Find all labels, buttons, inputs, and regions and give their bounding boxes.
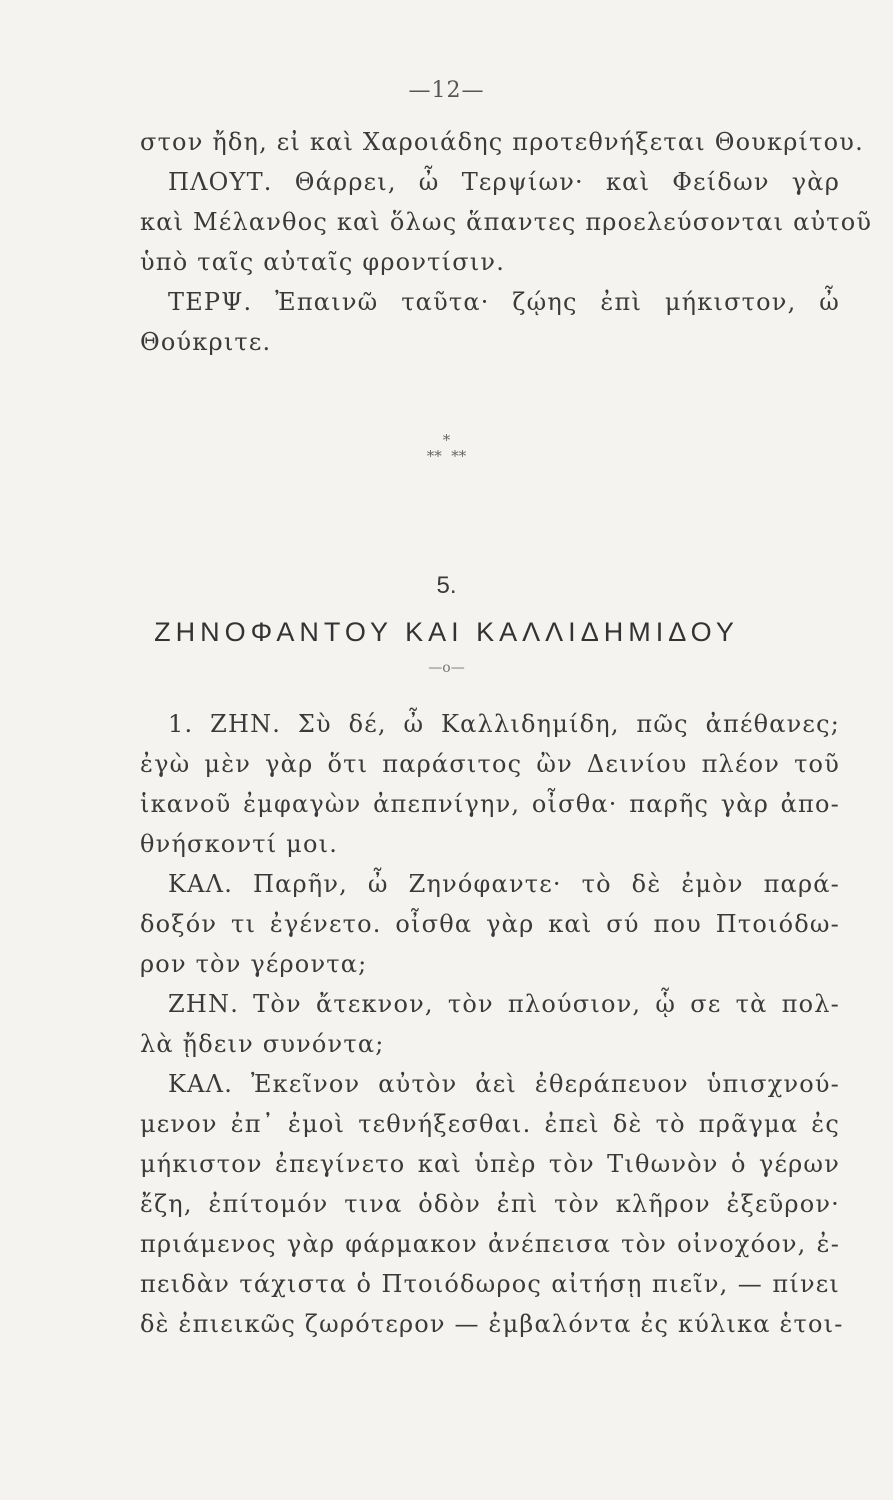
asterism-ornament: [0, 432, 893, 464]
text-line: 1. ΖΗΝ. Σὺ δέ, ὦ Καλλιδημίδη, πῶς ἀπέθανες;: [168, 710, 840, 738]
text-line: ΖΗΝ. Τὸν ἄτεκνον, τὸν πλούσιον, ᾧ σε τὰ πολ-: [168, 990, 840, 1018]
dialogue-body: [140, 704, 844, 1344]
text-line: δοξόν τι ἐγένετο. οἶσθα γὰρ καὶ σύ που Πτοιόδω-: [140, 910, 840, 938]
text-line: πριάμενος γὰρ φάρμακον ἀνέπεισα τὸν οἰνοχόον, ἐ-: [140, 1230, 840, 1258]
asterism-bottom: ** **: [426, 447, 467, 465]
text-line: θνήσκοντί μοι.: [140, 830, 339, 858]
section-title: ΖΗΝΟΦΑΝΤΟΥ ΚΑΙ ΚΑΛΛΙΔΗΜΙΔΟΥ: [154, 617, 739, 647]
text-line: Θούκριτε.: [140, 328, 272, 356]
text-line: ΚΑΛ. Ἐκεῖνον αὐτὸν ἀεὶ ἐθεράπευον ὑπισχνού-: [168, 1070, 840, 1098]
text-line: μήκιστον ἐπεγίνετο καὶ ὑπὲρ τὸν Τιθωνὸν ὁ γέρων: [140, 1150, 840, 1178]
text-line: ἐγὼ μὲν γὰρ ὅτι παράσιτος ὢν Δεινίου πλέον τοῦ: [140, 750, 840, 778]
text-line: μενον ἐπ᾽ ἐμοὶ τεθνήξεσθαι. ἐπεὶ δὲ τὸ πρᾶγμα ἐς: [140, 1110, 840, 1138]
text-line: ἱκανοῦ ἐμφαγὼν ἀπεπνίγην, οἶσθα· παρῆς γὰρ ἀπο-: [140, 790, 840, 818]
dialogue-top: [140, 122, 873, 362]
text-line: δὲ ἐπιεικῶς ζωρότερον — ἐμβαλόντα ἐς κύλικα ἑτοι-: [140, 1310, 844, 1338]
text-line: καὶ Μέλανθος καὶ ὅλως ἅπαντες προελεύσονται αὐτοῦ: [140, 208, 873, 236]
page-number: —12—: [408, 78, 485, 103]
text-line: ρον τὸν γέροντα;: [140, 950, 368, 978]
text-line: ἔζη, ἐπίτομόν τινα ὁδὸν ἐπὶ τὸν κλῆρον ἐξεῦρον·: [140, 1190, 840, 1218]
text-line: ΤΕΡΨ. Ἐπαινῶ ταῦτα· ζῴης ἐπὶ μήκιστον, ὦ: [168, 288, 840, 316]
section-number: 5.: [436, 572, 457, 599]
text-line: πειδὰν τάχιστα ὁ Πτοιόδωρος αἰτήσῃ πιεῖν, — πίνει: [140, 1270, 840, 1298]
text-line: στον ἤδη, εἰ καὶ Χαροιάδης προτεθνήξεται Θουκρίτου.: [140, 128, 864, 156]
section-separator: —o—: [428, 660, 465, 676]
text-line: ΚΑΛ. Παρῆν, ὦ Ζηνόφαντε· τὸ δὲ ἐμὸν παρά-: [168, 870, 840, 898]
text-line: λὰ ᾔδειν συνόντα;: [140, 1030, 385, 1058]
text-line: ὑπὸ ταῖς αὐταῖς φροντίσιν.: [140, 248, 506, 276]
asterism-top: *: [442, 431, 451, 449]
text-line: ΠΛΟΥΤ. Θάρρει, ὦ Τερψίων· καὶ Φείδων γὰρ: [168, 168, 840, 196]
